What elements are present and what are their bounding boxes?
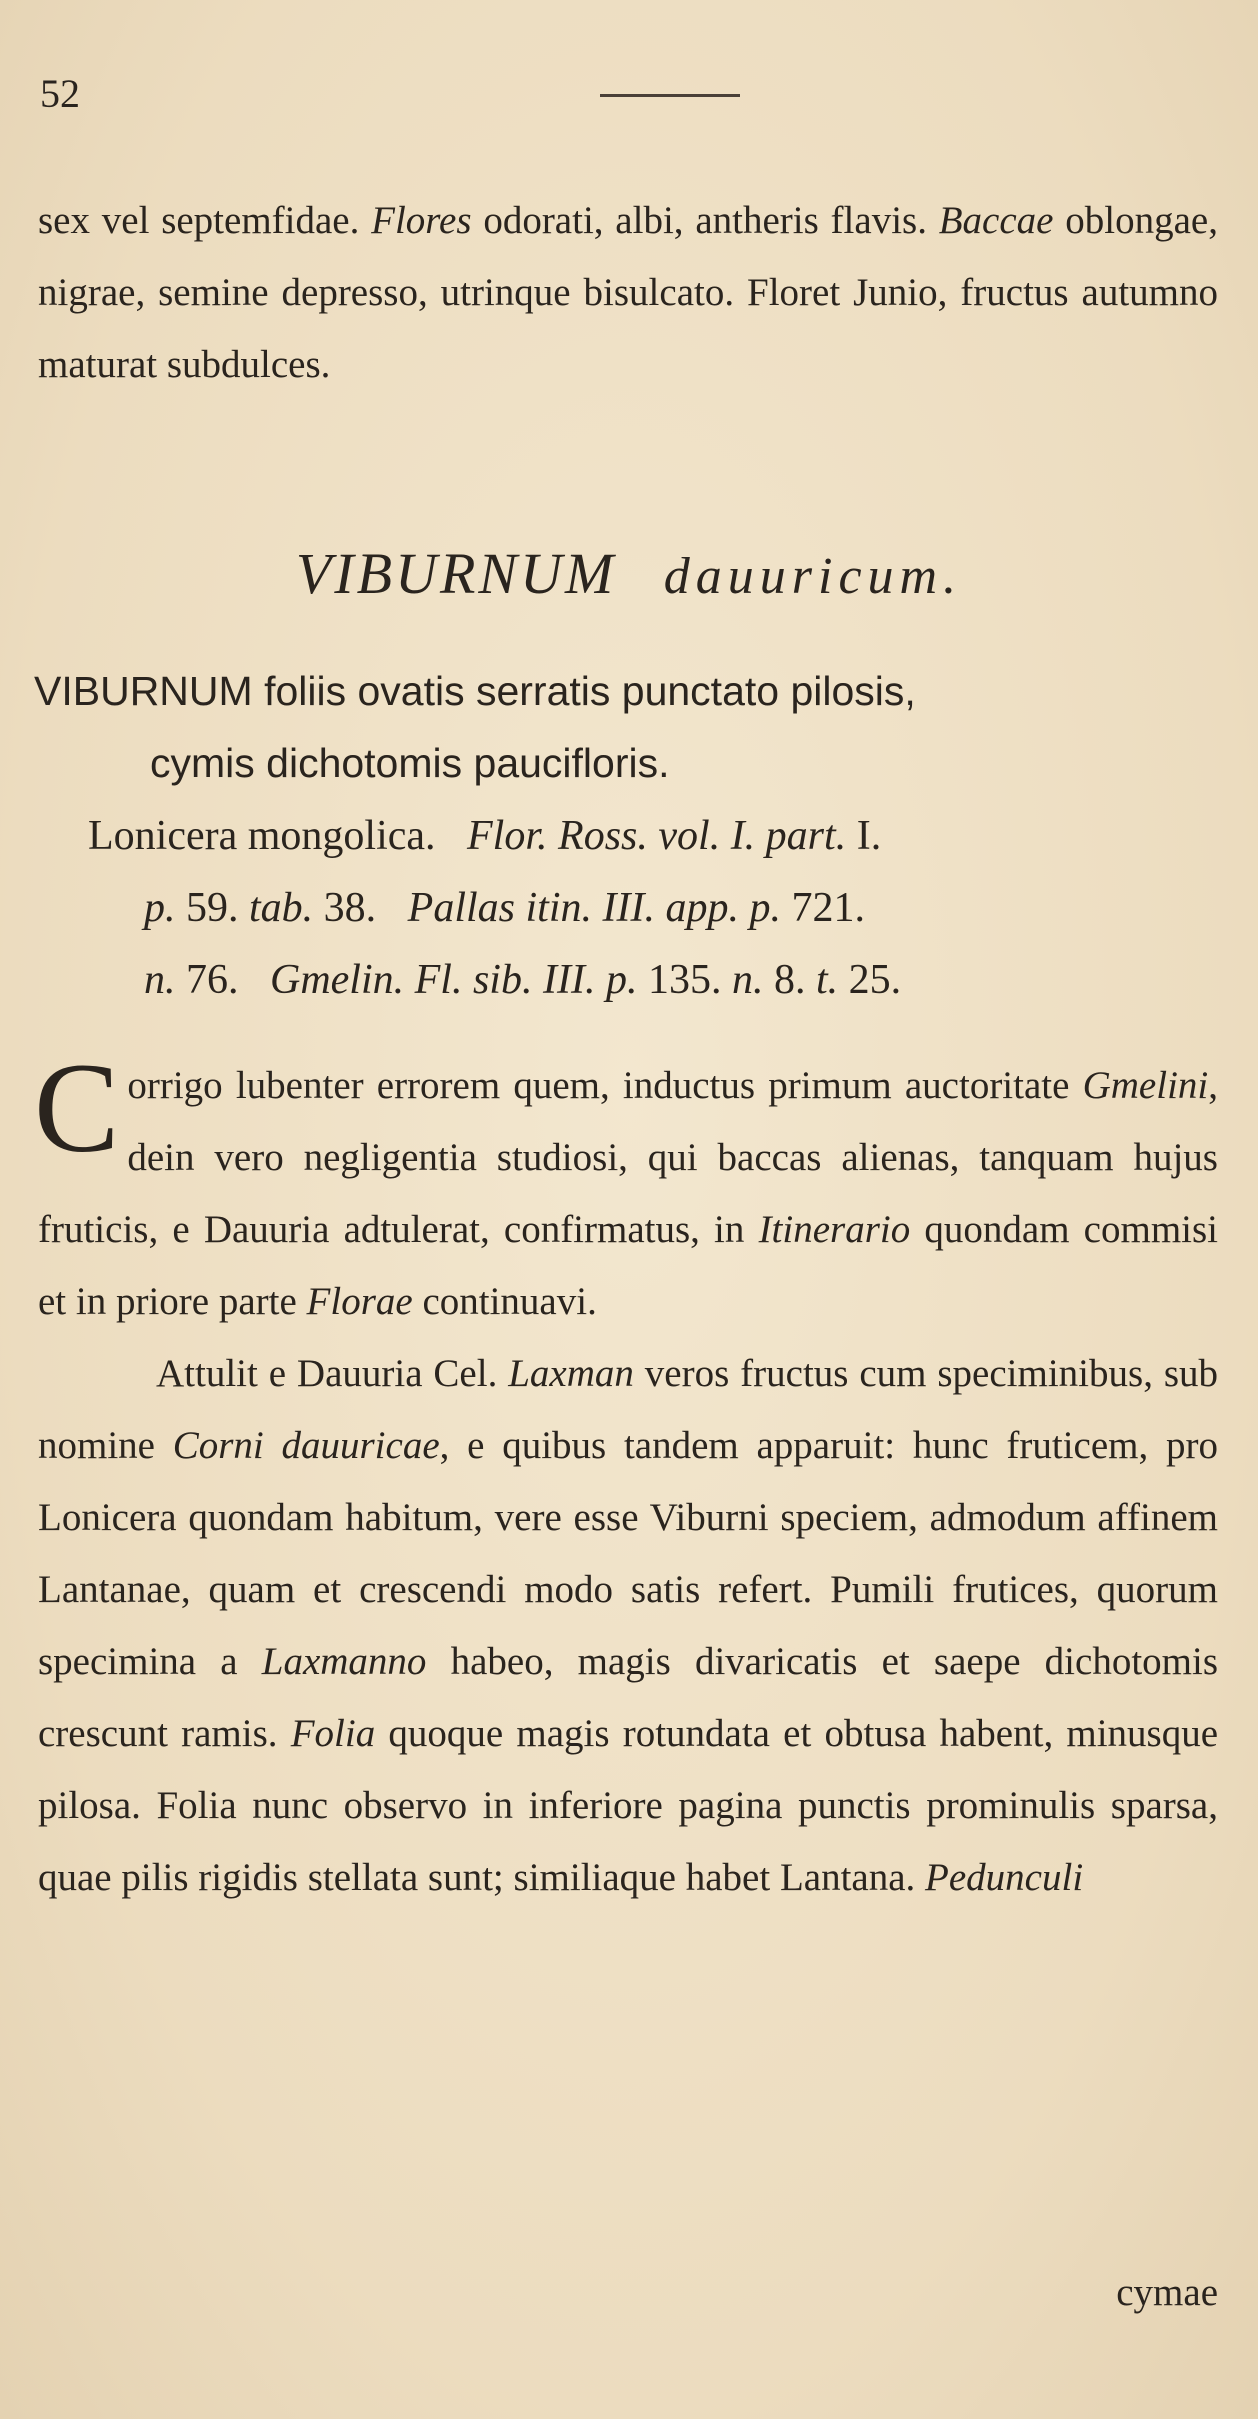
header-rule [600,94,740,97]
synonymy: Lonicera mongolica. Flor. Ross. vol. I. part. I. p. 59. tab. 38. Pallas itin. III. app. p. 721. n. 76. Gmelin. Fl. sib. III. p. 135. n. 8. t. 25. [88,813,902,1003]
page-header [40,70,1220,120]
drop-cap: C [34,1037,120,1179]
genus-name: VIBURNUM [295,541,617,606]
species-name: dauuricum. [663,548,963,605]
page-number: 52 [40,71,80,116]
species-heading [0,540,1258,607]
catchword: cymae [1116,2271,1218,2314]
paragraph-1: C orrigo lubenter errorem quem, inductus primum auctoritate Gmelini, dein vero negligentia studiosi, qui baccas alienas, tanquam hujus fruticis, e Dauuria adtulerat, confirmatus, in Itinerario quondam commisi et in priore parte Florae continuavi. [34,1037,1219,1323]
body-text [34,1037,1219,1914]
species-diagnosis: VIBURNUM foliis ovatis serratis punctato pilosis, cymis dichotomis paucifloris. [34,668,916,786]
continued-paragraph: sex vel septemfidae. Flores odorati, albi, antheris flavis. Baccae oblongae, nigrae, semine depresso, utrinque bisulcato. Floret Junio, fructus autumno maturat subdulces. [38,199,1218,386]
paragraph-2: Attulit e Dauuria Cel. Laxman veros fructus cum speciminibus, sub nomine Corni dauuricae, e quibus tandem apparuit: hunc fruticem, pro Lonicera quondam habitum, vere esse Viburni speciem, admodum affinem Lantanae, quam et crescendi modo satis refert. Pumili frutices, quorum specimina a Laxmanno habeo, magis divaricatis et saepe dichotomis crescunt ramis. Folia quoque magis rotundata et obtusa habent, minusque pilosa. Folia nunc observo in inferiore pagina punctis prominulis sparsa, quae pilis rigidis stellata sunt; similiaque habet Lantana. Pedunculi [38,1352,1219,1899]
